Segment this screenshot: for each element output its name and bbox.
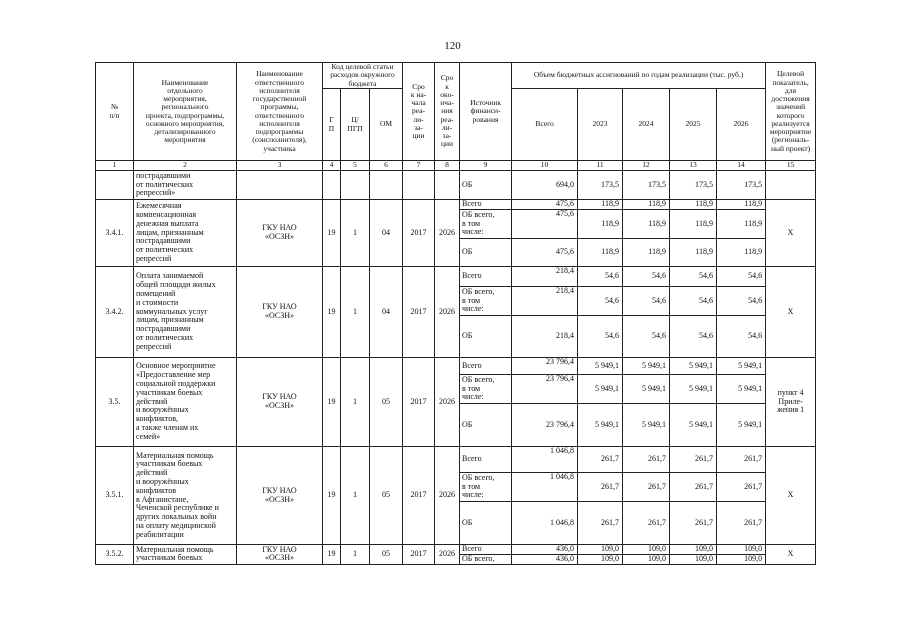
value-cell: 261,7	[623, 447, 670, 473]
value-cell: 54,6	[623, 267, 670, 287]
value-cell: 261,7	[578, 447, 623, 473]
row-gp: 19	[323, 358, 341, 447]
value-cell: 5 949,1	[578, 375, 623, 404]
budget-table	[95, 62, 816, 565]
value-cell: 54,6	[670, 267, 717, 287]
value-cell: 118,9	[717, 210, 766, 239]
value-cell: 5 949,1	[623, 375, 670, 404]
col-number: 12	[623, 161, 670, 171]
header-num: № п/п	[96, 63, 134, 161]
table-row	[96, 545, 816, 555]
value-cell: 261,7	[623, 473, 670, 502]
value-cell: 261,7	[717, 473, 766, 502]
value-cell: 1 046,8	[512, 473, 578, 502]
value-cell: 118,9	[578, 200, 623, 210]
value-cell: 54,6	[717, 316, 766, 358]
value-cell: 118,9	[717, 200, 766, 210]
source-ob-total: ОБ всего, в том числе:	[460, 210, 512, 239]
value-cell: 23 796,4	[512, 404, 578, 447]
row-target: X	[766, 447, 816, 545]
value-cell: 173,5	[623, 171, 670, 200]
value-cell: 54,6	[670, 316, 717, 358]
header-ppp: Ц/ ПГП	[341, 89, 370, 161]
row-source: ОБ	[460, 171, 512, 200]
value-cell: 173,5	[717, 171, 766, 200]
value-cell: 118,9	[578, 239, 623, 267]
value-cell: 173,5	[670, 171, 717, 200]
value-cell: 436,0	[512, 554, 578, 564]
value-cell: 475,6	[512, 210, 578, 239]
value-cell: 54,6	[578, 287, 623, 316]
value-cell: 261,7	[670, 502, 717, 545]
value-cell: 218,4	[512, 316, 578, 358]
value-cell: 54,6	[578, 316, 623, 358]
value-cell: 261,7	[717, 502, 766, 545]
table-row	[96, 358, 816, 375]
row-gp: 19	[323, 447, 341, 545]
row-start: 2017	[403, 267, 435, 358]
col-number: 6	[370, 161, 403, 171]
header-2025: 2025	[670, 89, 717, 161]
value-cell: 475,6	[512, 239, 578, 267]
source-total: Всего	[460, 358, 512, 375]
row-om: 04	[370, 267, 403, 358]
source-total: Всего	[460, 200, 512, 210]
header-total: Всего	[512, 89, 578, 161]
table-row	[96, 171, 816, 200]
value-cell: 118,9	[623, 239, 670, 267]
value-cell: 54,6	[670, 287, 717, 316]
row-num: 3.4.1.	[96, 200, 134, 267]
value-cell: 23 796,4	[512, 358, 578, 375]
col-number: 15	[766, 161, 816, 171]
row-gp: 19	[323, 545, 341, 565]
row-target: X	[766, 267, 816, 358]
value-cell: 436,0	[512, 545, 578, 555]
table-row	[96, 447, 816, 473]
value-cell: 118,9	[670, 210, 717, 239]
value-cell: 261,7	[578, 473, 623, 502]
row-name: Ежемесячная компенсационная денежная выплата лицам, признанным пострадавшими от политических репрессий	[134, 200, 237, 267]
header-gp: Г П	[323, 89, 341, 161]
value-cell: 118,9	[623, 210, 670, 239]
source-total: Всего	[460, 447, 512, 473]
value-cell: 54,6	[717, 267, 766, 287]
value-cell: 118,9	[670, 239, 717, 267]
value-cell: 5 949,1	[578, 404, 623, 447]
source-ob-total: ОБ всего, в том числе:	[460, 287, 512, 316]
row-responsible: ГКУ НАО «ОСЗН»	[237, 358, 323, 447]
value-cell: 54,6	[623, 287, 670, 316]
row-start: 2017	[403, 545, 435, 565]
row-start: 2017	[403, 200, 435, 267]
row-ppp: 1	[341, 545, 370, 565]
value-cell: 118,9	[717, 239, 766, 267]
row-responsible: ГКУ НАО «ОСЗН»	[237, 200, 323, 267]
header-start: Сро к на- чала реа- ли- за- ции	[403, 63, 435, 161]
value-cell: 261,7	[670, 447, 717, 473]
source-ob-total: ОБ всего, в том числе:	[460, 473, 512, 502]
row-gp: 19	[323, 200, 341, 267]
row-ppp: 1	[341, 358, 370, 447]
col-number: 9	[460, 161, 512, 171]
row-responsible: ГКУ НАО «ОСЗН»	[237, 267, 323, 358]
header-2023: 2023	[578, 89, 623, 161]
value-cell: 54,6	[578, 267, 623, 287]
value-cell: 109,0	[717, 545, 766, 555]
header-source: Источник финанси- рования	[460, 63, 512, 161]
row-name: Основное мероприятие «Предоставление мер социальной поддержки участникам боевых действий и вооружённых конфликтов, а также членам их семей»	[134, 358, 237, 447]
header-end: Сро к окo- нча- ния реа- ли- за- ции	[435, 63, 460, 161]
value-cell: 1 046,8	[512, 447, 578, 473]
value-cell: 5 949,1	[670, 375, 717, 404]
row-end: 2026	[435, 267, 460, 358]
row-end: 2026	[435, 545, 460, 565]
value-cell: 5 949,1	[717, 404, 766, 447]
row-name: Оплата занимаемой общей площади жилых помещений и стоимости коммунальных услуг лицам, признанным пострадавшими от политических репрессий	[134, 267, 237, 358]
col-number: 7	[403, 161, 435, 171]
row-om: 05	[370, 447, 403, 545]
value-cell: 109,0	[578, 545, 623, 555]
value-cell: 109,0	[578, 554, 623, 564]
col-number: 10	[512, 161, 578, 171]
header-2024: 2024	[623, 89, 670, 161]
row-target: X	[766, 545, 816, 565]
header-2026: 2026	[717, 89, 766, 161]
page-number: 120	[444, 40, 461, 52]
value-cell: 118,9	[623, 200, 670, 210]
row-responsible: ГКУ НАО «ОСЗН»	[237, 545, 323, 565]
row-target: X	[766, 200, 816, 267]
value-cell: 23 796,4	[512, 375, 578, 404]
value-cell: 5 949,1	[578, 358, 623, 375]
header-name: Наименование отдельного мероприятия, регионального проекта, подпрограммы, основного мероприятия, детализированного мероприятия	[134, 63, 237, 161]
value-cell: 54,6	[717, 287, 766, 316]
source-ob: ОБ	[460, 404, 512, 447]
header-code: Код целевой статьи расходов окружного бюджета	[323, 63, 403, 89]
col-number: 14	[717, 161, 766, 171]
row-num: 3.5.2.	[96, 545, 134, 565]
value-cell: 261,7	[717, 447, 766, 473]
source-ob: ОБ	[460, 502, 512, 545]
row-end: 2026	[435, 358, 460, 447]
value-cell: 694,0	[512, 171, 578, 200]
row-end: 2026	[435, 200, 460, 267]
col-number: 11	[578, 161, 623, 171]
value-cell: 1 046,8	[512, 502, 578, 545]
value-cell: 118,9	[578, 210, 623, 239]
value-cell: 475,6	[512, 200, 578, 210]
row-num: 3.4.2.	[96, 267, 134, 358]
source-ob: ОБ	[460, 316, 512, 358]
header-om: ОМ	[370, 89, 403, 161]
col-number: 3	[237, 161, 323, 171]
row-name: Материальная помощь участникам боевых	[134, 545, 237, 565]
row-start: 2017	[403, 358, 435, 447]
source-ob: ОБ	[460, 239, 512, 267]
value-cell: 261,7	[578, 502, 623, 545]
row-gp: 19	[323, 267, 341, 358]
col-number: 1	[96, 161, 134, 171]
value-cell: 109,0	[717, 554, 766, 564]
source-total: Всего	[460, 267, 512, 287]
source-ob-total: ОБ всего, в том числе:	[460, 375, 512, 404]
row-ppp: 1	[341, 447, 370, 545]
value-cell: 173,5	[578, 171, 623, 200]
value-cell: 118,9	[670, 200, 717, 210]
header-responsible: Наименование ответственного исполнителя государственной программы, ответственного исполнителя подпрограммы (соисполнителя), участника	[237, 63, 323, 161]
row-end: 2026	[435, 447, 460, 545]
value-cell: 109,0	[623, 545, 670, 555]
value-cell: 54,6	[623, 316, 670, 358]
row-start: 2017	[403, 447, 435, 545]
row-num: 3.5.1.	[96, 447, 134, 545]
col-number: 13	[670, 161, 717, 171]
value-cell: 5 949,1	[670, 404, 717, 447]
row-ppp: 1	[341, 200, 370, 267]
table-row	[96, 267, 816, 287]
row-num: 3.5.	[96, 358, 134, 447]
value-cell: 109,0	[623, 554, 670, 564]
value-cell: 109,0	[670, 554, 717, 564]
row-name: Материальная помощь участникам боевых действий и вооружённых конфликтов в Афганистане, Чеченской республике и других локальных войн на оплату медицинской реабилитации	[134, 447, 237, 545]
value-cell: 261,7	[670, 473, 717, 502]
row-target: пункт 4 Приле- жения 1	[766, 358, 816, 447]
value-cell: 5 949,1	[670, 358, 717, 375]
row-om: 04	[370, 200, 403, 267]
row-ppp: 1	[341, 267, 370, 358]
value-cell: 5 949,1	[623, 404, 670, 447]
row-om: 05	[370, 545, 403, 565]
col-number: 2	[134, 161, 237, 171]
value-cell: 218,4	[512, 287, 578, 316]
source-ob-total: ОБ всего,	[460, 554, 512, 564]
row-responsible: ГКУ НАО «ОСЗН»	[237, 447, 323, 545]
header-volume: Объем бюджетных ассигнований по годам реализации (тыс. руб.)	[512, 63, 766, 89]
row-name: пострадавшими от политических репрессий»	[134, 171, 237, 200]
col-number: 4	[323, 161, 341, 171]
row-om: 05	[370, 358, 403, 447]
table-row	[96, 200, 816, 210]
value-cell: 109,0	[670, 545, 717, 555]
col-number: 5	[341, 161, 370, 171]
col-number: 8	[435, 161, 460, 171]
value-cell: 218,4	[512, 267, 578, 287]
source-total: Всего	[460, 545, 512, 555]
value-cell: 5 949,1	[623, 358, 670, 375]
value-cell: 261,7	[623, 502, 670, 545]
value-cell: 5 949,1	[717, 375, 766, 404]
value-cell: 5 949,1	[717, 358, 766, 375]
header-target: Целевой показатель, для достижения значений которого реализуется мероприятие (региональ- ный проект)	[766, 63, 816, 161]
